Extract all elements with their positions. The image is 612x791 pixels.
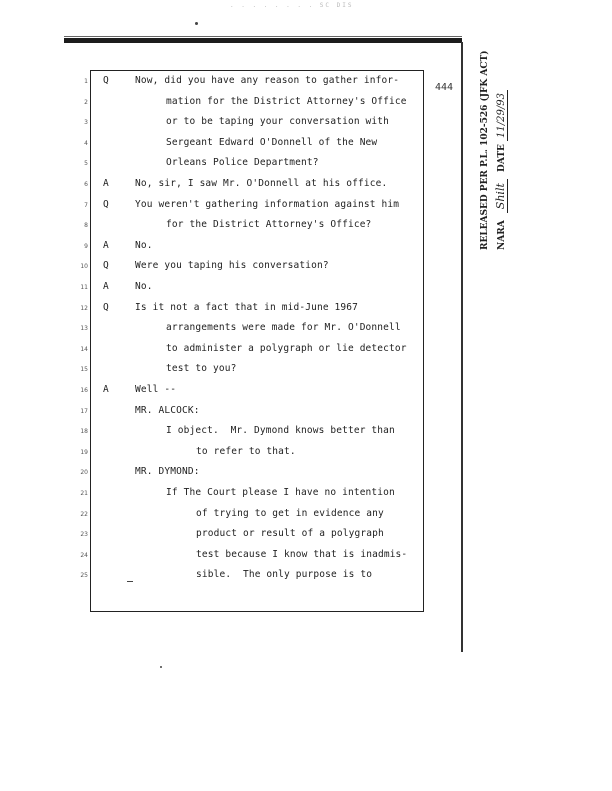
- line-number: 16: [80, 387, 88, 394]
- line-number: 25: [80, 572, 88, 580]
- line-number: 24: [80, 551, 88, 559]
- line-text: Sergeant Edward O'Donnell of the New: [166, 136, 378, 148]
- line-text: to refer to that.: [196, 445, 296, 457]
- line-number: 10: [80, 263, 88, 271]
- speaker-label: A: [103, 384, 109, 395]
- line-number: 11: [80, 284, 88, 291]
- nara-label: NARA: [497, 220, 507, 250]
- line-number: 18: [80, 428, 88, 436]
- transcript-line: [0, 280, 612, 300]
- signature: Shilt: [494, 179, 508, 213]
- line-number: 23: [80, 531, 88, 539]
- line-text: to administer a polygraph or lie detector: [166, 342, 407, 354]
- transcript-line: [0, 424, 612, 444]
- line-text: Orleans Police Department?: [166, 157, 319, 169]
- top-rule-thin: [64, 36, 462, 37]
- transcript-line: [0, 321, 612, 341]
- line-number: 5: [84, 160, 88, 168]
- transcript-line: [0, 568, 612, 588]
- transcript-line: [0, 342, 612, 362]
- line-number: 9: [84, 242, 88, 250]
- line-number: 14: [80, 345, 88, 353]
- date-value: 11/29/93: [496, 90, 508, 141]
- speck-mark: [160, 666, 162, 668]
- line-number: 1: [84, 78, 88, 85]
- line-text: sible. The only purpose is to: [196, 569, 373, 581]
- line-number: 6: [84, 181, 88, 188]
- speaker-label: A: [103, 239, 109, 251]
- line-text: Were you taping his conversation?: [135, 260, 329, 272]
- line-number: 20: [80, 469, 88, 477]
- line-text: of trying to get in evidence any: [196, 507, 384, 519]
- line-number: 12: [80, 304, 88, 312]
- line-text: Well --: [135, 384, 177, 395]
- line-text: No.: [135, 281, 153, 292]
- transcript-line: [0, 404, 612, 424]
- line-number: 19: [80, 448, 88, 456]
- transcript-line: [0, 548, 612, 568]
- line-text: arrangements were made for Mr. O'Donnell: [166, 322, 401, 334]
- line-number: 13: [80, 325, 88, 333]
- speaker-label: Q: [103, 301, 109, 313]
- transcript-line: [0, 177, 612, 197]
- line-text: If The Court please I have no intention: [166, 487, 395, 498]
- transcript-line: [0, 74, 612, 94]
- speck-mark: [127, 581, 133, 582]
- line-text: for the District Attorney's Office?: [166, 219, 372, 231]
- line-text: I object. Mr. Dymond knows better than: [166, 425, 395, 437]
- transcript-line: [0, 362, 612, 382]
- top-rule: [64, 38, 462, 43]
- transcript-line: [0, 301, 612, 321]
- transcript-line: [0, 507, 612, 527]
- speaker-label: Q: [103, 260, 109, 272]
- transcript-line: [0, 445, 612, 465]
- speck-mark: [195, 22, 198, 25]
- date-label: DATE: [497, 144, 507, 172]
- speaker-label: Q: [103, 75, 109, 86]
- line-number: 15: [80, 366, 88, 374]
- line-number: 2: [84, 98, 88, 106]
- line-number: 17: [80, 407, 88, 415]
- transcript-line: [0, 383, 612, 403]
- faint-header-text: . . . . . . . . SC DIS: [230, 2, 354, 9]
- line-text: You weren't gathering information against him: [135, 198, 400, 210]
- transcript-line: [0, 156, 612, 176]
- transcript-line: [0, 218, 612, 238]
- line-number: 4: [84, 139, 88, 147]
- line-text: No, sir, I saw Mr. O'Donnell at his office.: [135, 178, 388, 189]
- line-text: Now, did you have any reason to gather infor-: [135, 75, 400, 86]
- released-text: RELEASED PER P.L. 102-526 (JFK ACT): [480, 50, 490, 250]
- transcript-line: [0, 95, 612, 115]
- line-number: 8: [84, 222, 88, 230]
- line-text: test to you?: [166, 363, 237, 375]
- line-text: Is it not a fact that in mid-June 1967: [135, 301, 359, 313]
- line-number: 3: [84, 119, 88, 127]
- line-text: MR. ALCOCK:: [135, 404, 200, 416]
- transcript-line: [0, 136, 612, 156]
- line-text: or to be taping your conversation with: [166, 116, 390, 128]
- line-text: product or result of a polygraph: [196, 528, 384, 540]
- transcript-line: [0, 259, 612, 279]
- speaker-label: A: [103, 281, 109, 292]
- line-number: 22: [80, 510, 88, 518]
- line-number: 7: [84, 201, 88, 209]
- line-text: MR. DYMOND:: [135, 466, 200, 478]
- transcript-line: [0, 239, 612, 259]
- line-text: mation for the District Attorney's Office: [166, 95, 407, 107]
- line-text: No.: [135, 239, 153, 251]
- line-text: test because I know that is inadmis-: [196, 548, 408, 560]
- transcript-line: [0, 527, 612, 547]
- transcript-line: [0, 115, 612, 135]
- speaker-label: Q: [103, 198, 109, 210]
- transcript-line: [0, 486, 612, 506]
- speaker-label: A: [103, 178, 109, 189]
- line-number: 21: [80, 490, 88, 497]
- transcript-line: [0, 465, 612, 485]
- transcript-line: [0, 198, 612, 218]
- page-number: 444: [435, 82, 454, 93]
